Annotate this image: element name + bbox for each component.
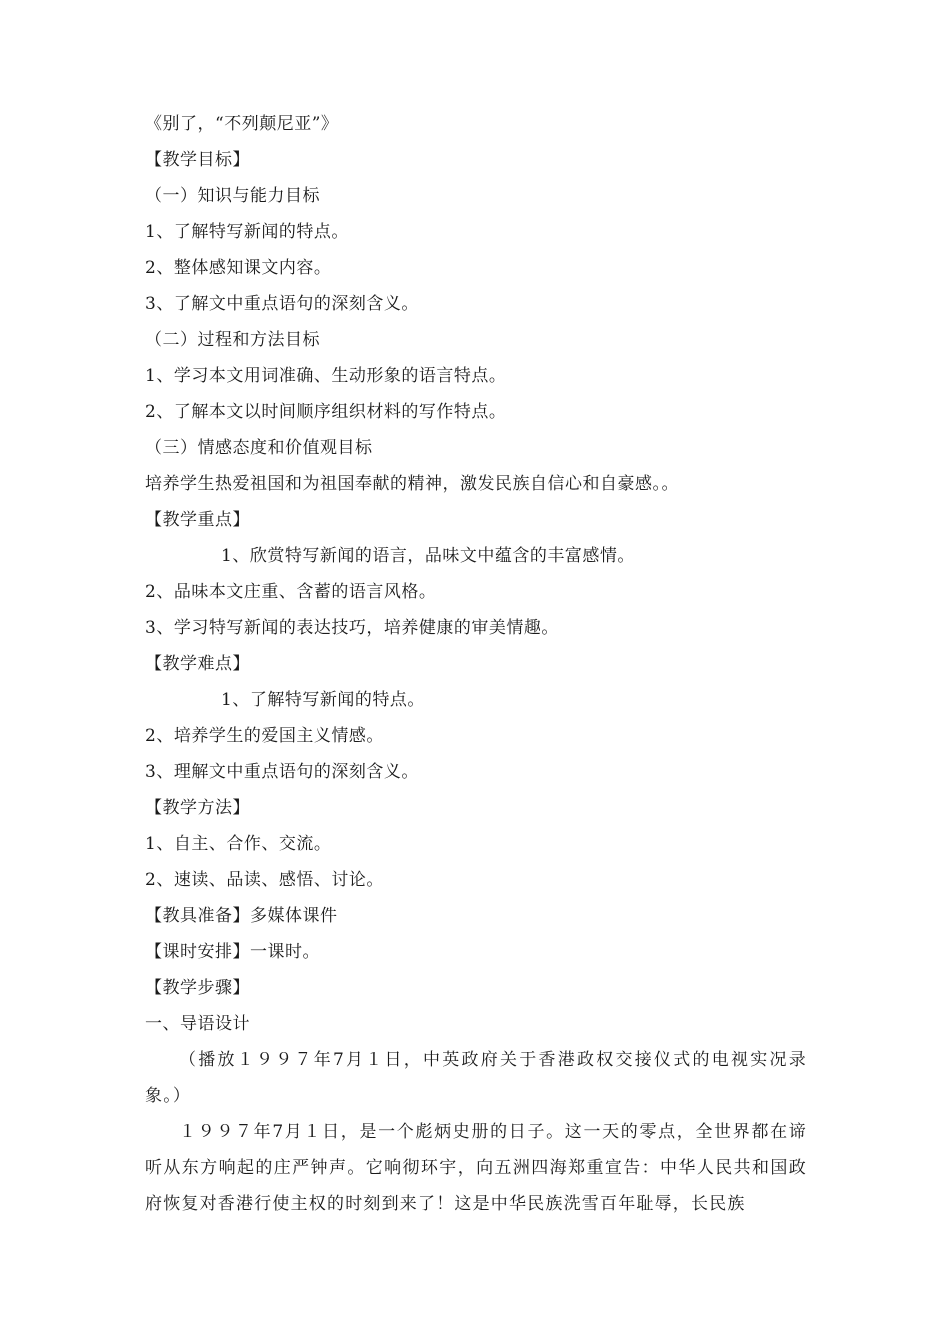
list-item: 3、了解文中重点语句的深刻含义。 bbox=[145, 294, 419, 314]
section-heading-difficulties: 【教学难点】 bbox=[145, 654, 250, 674]
list-item: 1、学习本文用词准确、生动形象的语言特点。 bbox=[145, 366, 507, 386]
subheading-process: （二）过程和方法目标 bbox=[145, 330, 320, 350]
section-heading-objectives: 【教学目标】 bbox=[145, 150, 250, 170]
list-item: 1、自主、合作、交流。 bbox=[145, 834, 332, 854]
section-heading-materials: 【教具准备】多媒体课件 bbox=[145, 906, 338, 926]
list-item: 3、理解文中重点语句的深刻含义。 bbox=[145, 762, 419, 782]
list-item: 2、整体感知课文内容。 bbox=[145, 258, 332, 278]
list-item: 1、了解特写新闻的特点。 bbox=[221, 690, 425, 710]
text-line: 培养学生热爱祖国和为祖国奉献的精神，激发民族自信心和自豪感。。 bbox=[145, 474, 679, 494]
paragraph: １９９７年7月１日，是一个彪炳史册的日子。这一天的零点，全世界都在谛听从东方响起的庄严钟声。它响彻环宇，向五洲四海郑重宣告：中华人民共和国政府恢复对香港行使主权的时刻到来了！这是中华民族洗雪百年耻辱，长民族 bbox=[145, 1122, 807, 1214]
section-heading-methods: 【教学方法】 bbox=[145, 798, 250, 818]
subheading-emotion: （三）情感态度和价值观目标 bbox=[145, 438, 373, 458]
section-heading-key-points: 【教学重点】 bbox=[145, 510, 250, 530]
paragraph: （播放１９９７年7月１日，中英政府关于香港政权交接仪式的电视实况录象。） bbox=[145, 1050, 807, 1106]
list-item: 2、了解本文以时间顺序组织材料的写作特点。 bbox=[145, 402, 507, 422]
list-item: 3、学习特写新闻的表达技巧，培养健康的审美情趣。 bbox=[145, 618, 559, 638]
step-heading-intro: 一、导语设计 bbox=[145, 1014, 250, 1034]
document-page bbox=[145, 106, 807, 1222]
subheading-knowledge: （一）知识与能力目标 bbox=[145, 186, 320, 206]
list-item: 1、欣赏特写新闻的语言，品味文中蕴含的丰富感情。 bbox=[221, 546, 635, 566]
document-title: 《别了，“不列颠尼亚”》 bbox=[145, 114, 339, 134]
list-item: 2、培养学生的爱国主义情感。 bbox=[145, 726, 384, 746]
section-heading-schedule: 【课时安排】一课时。 bbox=[145, 942, 320, 962]
list-item: 2、品味本文庄重、含蓄的语言风格。 bbox=[145, 582, 437, 602]
section-heading-steps: 【教学步骤】 bbox=[145, 978, 250, 998]
list-item: 1、了解特写新闻的特点。 bbox=[145, 222, 349, 242]
list-item: 2、速读、品读、感悟、讨论。 bbox=[145, 870, 384, 890]
